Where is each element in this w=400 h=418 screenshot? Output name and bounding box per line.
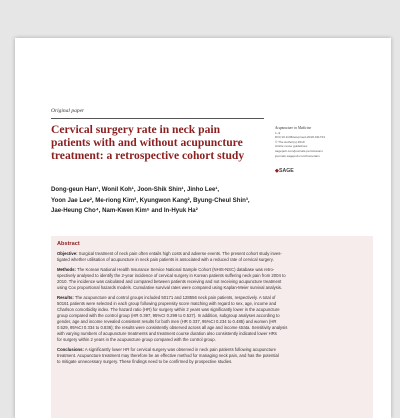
section-line: Surgical treatment of neck pain often entails high costs and adverse events. The present cohort study inves- bbox=[78, 251, 282, 256]
journal-permissions-link[interactable]: sagepub.com/journals-permissions bbox=[275, 148, 323, 153]
section-line: using Cox proportional hazards models. Cumulative survival rates were compared using Kaplan-Meier survival analysis. bbox=[57, 285, 283, 290]
journal-home-link[interactable]: journals.sagepub.com/home/aim bbox=[275, 153, 320, 158]
section-line: 0.529, 95%CI 0.334 to 0.836); the results were consistently observed across all age and income strata. Sensitivity analysis bbox=[57, 325, 288, 330]
paper-page bbox=[15, 38, 391, 418]
article-type-label: Original paper bbox=[51, 108, 85, 114]
journal-copyright: © The Author(s) 2019 bbox=[275, 139, 305, 144]
journal-pages: 1–9 bbox=[275, 130, 281, 135]
section-line: tigated whether utilisation of acupuncture in neck pain patients is associated with a reduced rate of cervical surgery. bbox=[57, 257, 274, 262]
section-line: with varying numbers of acupuncture treatments and treatment course duration also consistently indicated lower HRs bbox=[57, 331, 277, 336]
section-line: 2010. The incidence was calculated and compared between patients receiving and not receiving acupuncture treatment bbox=[57, 279, 282, 284]
abstract-conclusions bbox=[57, 347, 367, 365]
section-line: gender, age and income revealed consistent results for both men (HR 0.337, 95%CI 0.234 to 0.485) and women (HR bbox=[57, 319, 277, 324]
title-line: treatment: a retrospective cohort study bbox=[51, 149, 245, 163]
abstract-heading: Abstract bbox=[57, 241, 80, 247]
section-label: Objective: bbox=[57, 251, 78, 256]
author-list bbox=[51, 185, 301, 217]
abstract-objective bbox=[57, 251, 367, 263]
journal-reuse: Article reuse guidelines: bbox=[275, 144, 308, 149]
section-line: The Korean National Health Insurance Service National Sample Cohort (NHIS-NSC) database was retro- bbox=[77, 267, 275, 272]
author-line: Jae-Heung Cho⁴, Nam-Kwen Kim⁵ and In-Hyuk Ha² bbox=[51, 207, 198, 214]
section-label: Methods: bbox=[57, 267, 76, 272]
section-line: A significantly lower HR for cervical surgery was observed in neck pain patients following acupuncture bbox=[84, 347, 276, 352]
abstract-results bbox=[57, 295, 367, 343]
section-label: Conclusions: bbox=[57, 347, 84, 352]
journal-info bbox=[275, 126, 375, 158]
author-line: Yoon Jae Lee², Me-riong Kim², Kyungwon Kang², Byung-Cheul Shin³, bbox=[51, 196, 250, 204]
publisher-name: SAGE bbox=[279, 168, 294, 174]
section-line: to mitigate unnecessary surgery. These findings need to be confirmed by prospective studies. bbox=[57, 359, 233, 364]
header-rule bbox=[51, 118, 264, 119]
section-line: for surgery within 2 years in the acupuncture group compared with the control group. bbox=[57, 337, 216, 342]
abstract-box bbox=[51, 236, 373, 418]
section-line: treatment. Acupuncture treatment may therefore be an effective method for managing neck pain, and has the potential bbox=[57, 353, 279, 358]
sage-logo-icon: ◆ bbox=[275, 168, 279, 174]
section-line: 50161 patients were selected in each group following propensity score matching with regard to sex, age, income and bbox=[57, 301, 277, 306]
title-line: Cervical surgery rate in neck pain bbox=[51, 123, 221, 136]
journal-doi: DOI:10.1136/acupmed-2018-011724 bbox=[275, 135, 325, 140]
section-line: spectively analysed to identify the 2-year incidence of cervical surgery in Korean patients suffering neck pain from 2004 to bbox=[57, 273, 286, 278]
journal-name: Acupuncture in Medicine bbox=[275, 126, 312, 130]
section-label: Results: bbox=[57, 295, 74, 300]
section-line: The acupuncture and control groups included 50171 and 128556 neck pain patients, respectively. A total of bbox=[74, 295, 276, 300]
article-title bbox=[51, 123, 266, 163]
title-line: patients with and without acupuncture bbox=[51, 136, 243, 150]
section-line: Charlson comorbidity index. The hazard ratio (HR) for surgery within 2 years was significantly lower in the acupuncture bbox=[57, 307, 280, 312]
publisher-logo bbox=[275, 168, 294, 174]
abstract-methods bbox=[57, 267, 367, 291]
author-line: Dong-geun Han¹, Wonil Koh¹, Joon-Shik Shin¹, Jinho Lee¹, bbox=[51, 186, 220, 193]
section-line: group compared with the control group (HR 0.397, 95%CI 0.299 to 0.527). In addition, subgroup analyses according to bbox=[57, 313, 280, 318]
